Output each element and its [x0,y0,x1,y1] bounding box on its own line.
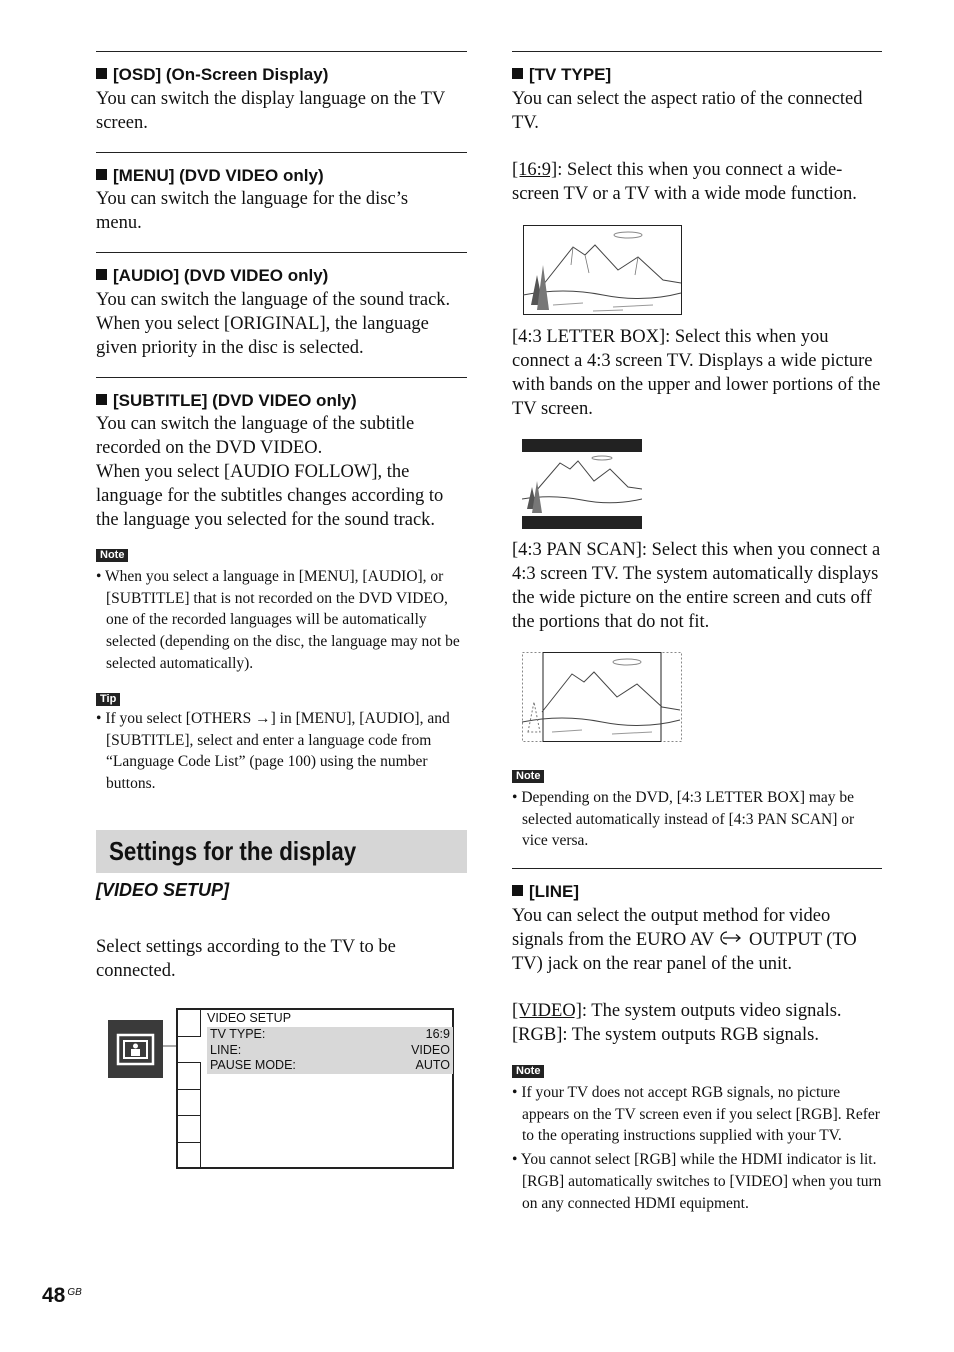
setting-row-tv-type[interactable]: TV TYPE: 16:9 [210,1027,450,1041]
note-label: Note [96,549,128,562]
note-text: • If your TV does not accept RGB signals, no picture appears on the TV screen even if you select [RGB]. Refer to the operating instructions supplied with your TV. • You cannot select [RGB] while the HDMI indicator is lit. [RGB] automatically switches to [VIDEO] when you turn on any connected HDMI equipment. [512,1084,882,1212]
section-title: Settings for the display [109,836,357,866]
widescreen-illustration [523,225,682,315]
menu-tab-strip [178,1010,201,1167]
note-text: • When you select a language in [MENU], [AUDIO], or [SUBTITLE] that is not recorded on the DVD VIDEO, one of the recorded languages will be automatically selected (depending on the disc, the language may not be selected automatically). [96,568,460,672]
settings-list [207,1027,453,1074]
menu-body: You can switch the language for the disc’s menu. [96,189,409,233]
video-setup-icon [108,1020,163,1078]
menu-heading: [MENU] (DVD VIDEO only) [96,166,324,186]
tip-label: Tip [96,693,120,706]
divider [96,252,467,253]
menu-tab[interactable] [178,1063,200,1090]
screen-title: VIDEO SETUP [207,1011,292,1025]
letterbox-illustration [522,439,642,529]
tvtype-panscan: [4:3 PAN SCAN]: Select this when you connect a 4:3 screen TV. The system automatically displays the wide picture on the entire screen and cuts off the portions that do not fit. [512,540,881,632]
divider [96,51,467,52]
arrow-right-icon: → [255,710,271,727]
tvtype-letterbox: [4:3 LETTER BOX]: Select this when you connect a 4:3 screen TV. Displays a wide picture with bands on the upper and lower portions of the TV screen. [512,327,881,419]
tvtype-169: [16:9]: Select this when you connect a wide-screen TV or a TV with a wide mode function. [512,160,857,204]
section-subtitle: [VIDEO SETUP] [96,880,230,900]
note-label: Note [512,770,544,783]
section-intro: Select settings according to the TV to be connected. [96,937,396,981]
divider [96,152,467,153]
menu-tab[interactable] [178,1116,200,1143]
note-text: • Depending on the DVD, [4:3 LETTER BOX] may be selected automatically instead of [4:3 PAN SCAN] or vice versa. [512,789,855,850]
osd-body: You can switch the display language on the TV screen. [96,89,445,133]
note-label: Note [512,1065,544,1078]
menu-tab[interactable] [178,1010,200,1037]
section-banner [96,830,467,873]
tip-text: • If you select [OTHERS →] in [MENU], [AUDIO], and [SUBTITLE], select and enter a language code from “Language Code List” (page 100) using the number buttons. [96,710,450,793]
panscan-illustration [522,652,682,742]
menu-tab[interactable] [178,1090,200,1117]
setting-row-line[interactable]: LINE: VIDEO [210,1042,450,1057]
line-body: You can select the output method for video signals from the EURO AV OUTPUT (TO TV) jack on the rear panel of the unit. [512,906,857,974]
subtitle-body-1: You can switch the language of the subtitle recorded on the DVD VIDEO. [96,414,415,458]
osd-heading: [OSD] (On-Screen Display) [96,65,328,85]
subtitle-body [96,412,468,532]
page-number: 48 $^{GB}$ [42,1284,82,1307]
audio-heading: [AUDIO] (DVD VIDEO only) [96,266,328,286]
tvtype-body: You can select the aspect ratio of the connected TV. [512,89,863,133]
divider [512,868,882,869]
line-options: [VIDEO]: The system outputs video signals. [RGB]: The system outputs RGB signals. [512,1001,842,1045]
subtitle-heading: [SUBTITLE] (DVD VIDEO only) [96,391,357,411]
divider [96,377,467,378]
output-arrow-icon [718,930,744,946]
video-setup-screen [176,1008,454,1169]
line-heading: [LINE] [512,882,579,902]
audio-body: You can switch the language of the sound track. When you select [ORIGINAL], the language given priority in the disc is selected. [96,290,451,358]
setting-row-pause-mode[interactable]: PAUSE MODE: AUTO [210,1058,450,1072]
tvtype-heading: [TV TYPE] [512,65,611,85]
menu-tab[interactable] [178,1143,200,1170]
divider [512,51,882,52]
subtitle-body-2: When you select [AUDIO FOLLOW], the language for the subtitles changes according to the language you selected for the sound track. [96,462,444,530]
menu-tab-active[interactable] [178,1037,201,1064]
